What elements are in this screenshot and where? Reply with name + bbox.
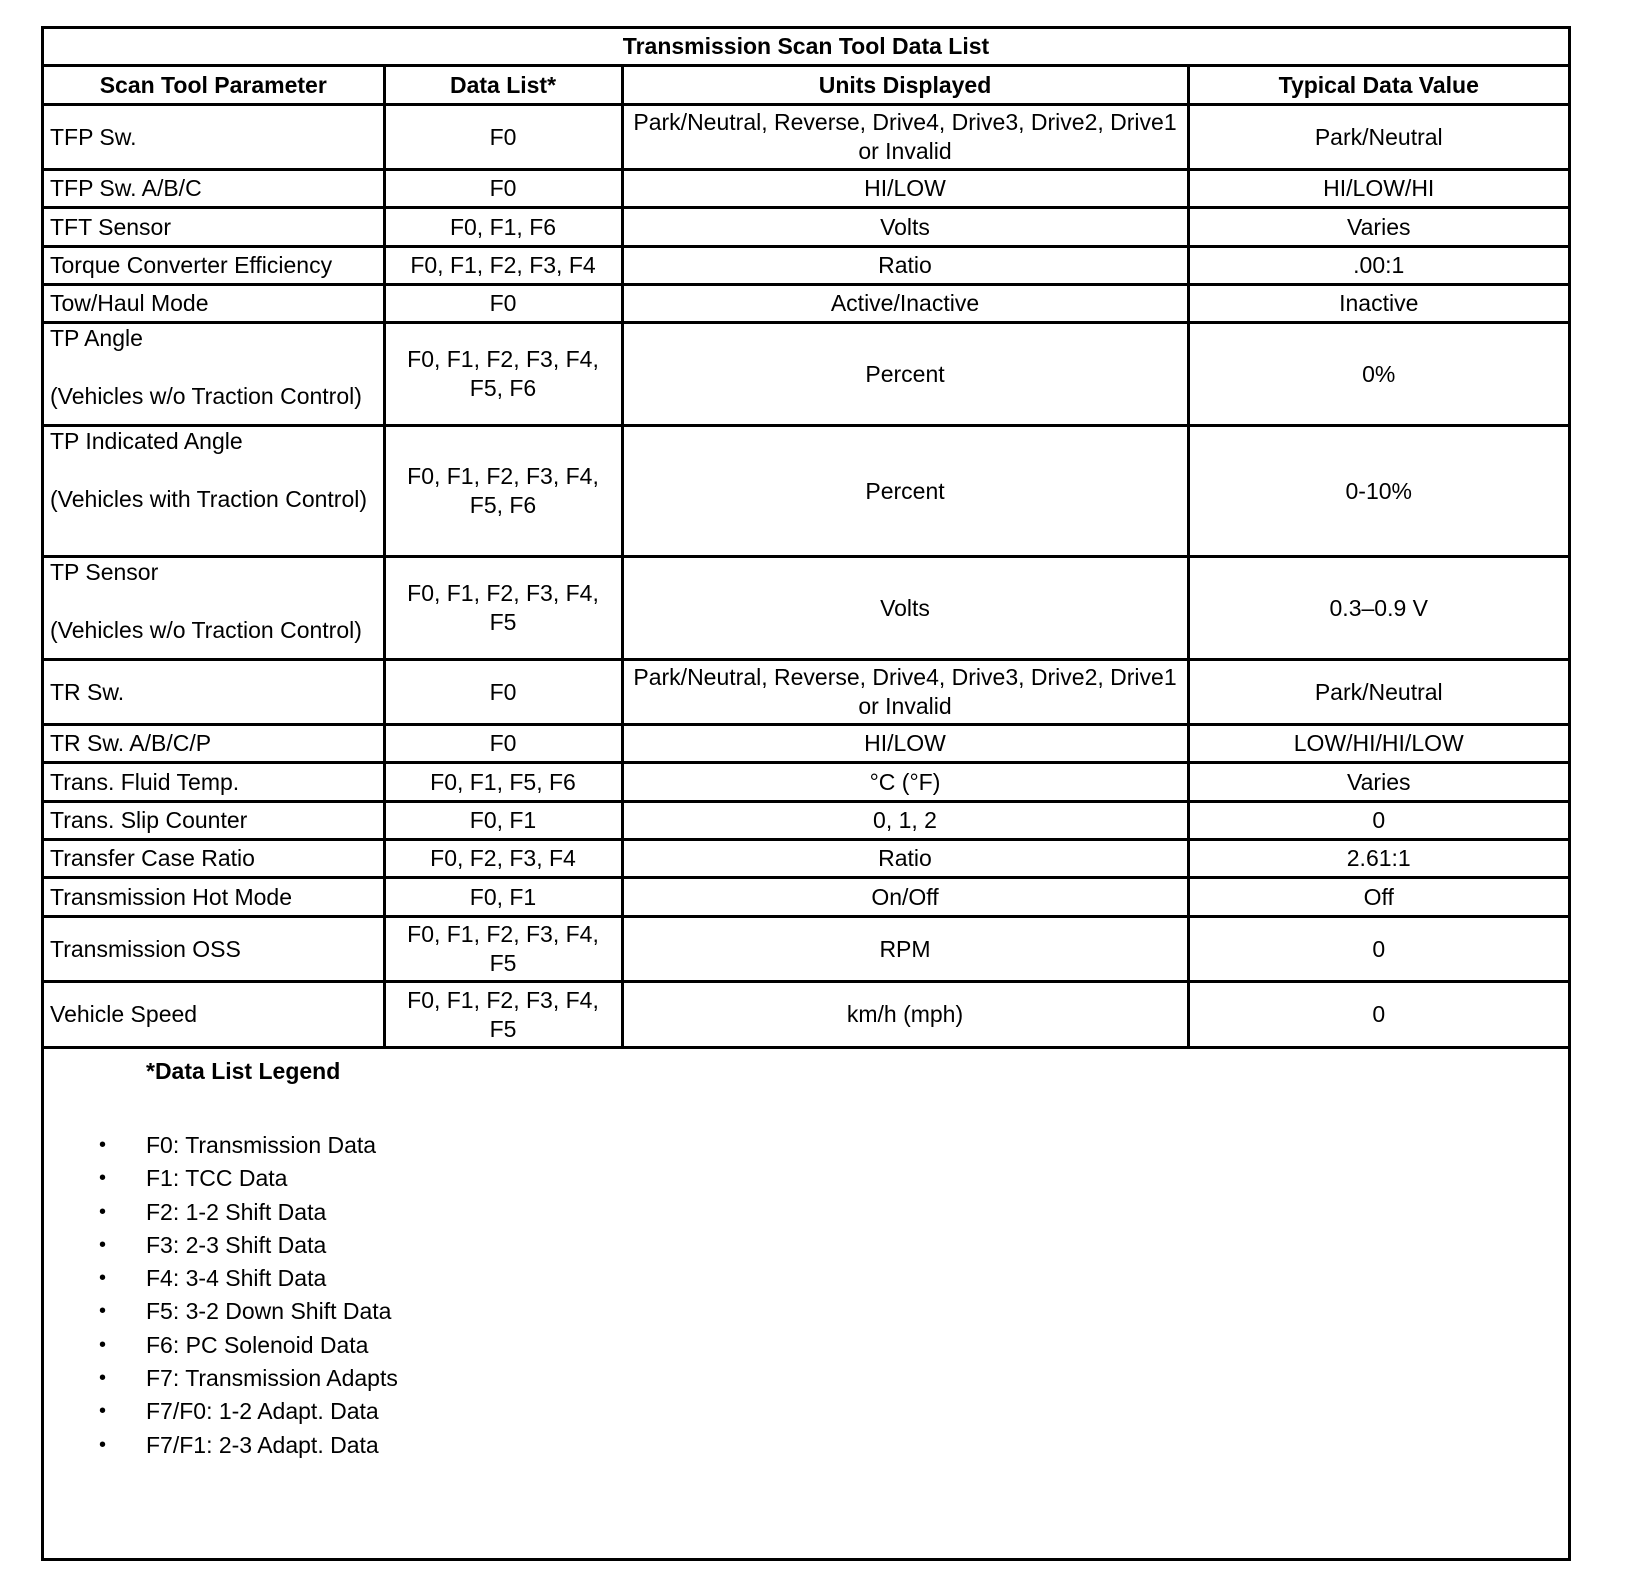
cell-parameter [44, 557, 384, 660]
legend-item-text: F7/F0: 1-2 Adapt. Data [146, 1398, 379, 1425]
cell-units-displayed: RPM [622, 917, 1188, 982]
table-row [44, 763, 1568, 802]
cell-parameter [44, 323, 384, 426]
cell-units-displayed: Volts [622, 208, 1188, 247]
cell-typical-value: 0 [1188, 917, 1568, 982]
legend-title: *Data List Legend [146, 1058, 341, 1084]
cell-typical-value: 2.61:1 [1188, 840, 1568, 878]
bullet-icon: • [99, 1267, 107, 1290]
legend-item-text: F4: 3-4 Shift Data [146, 1265, 327, 1292]
table-row [44, 323, 1568, 426]
data-list-legend [44, 1049, 1568, 1497]
cell-typical-value: Varies [1188, 763, 1568, 802]
cell-typical-value: Varies [1188, 208, 1568, 247]
cell-parameter [44, 763, 384, 802]
cell-data-list: F0, F1, F2, F3, F4, F5 [384, 982, 622, 1048]
legend-item-text: F5: 3-2 Down Shift Data [146, 1298, 392, 1325]
parameter-note: (Vehicles with Traction Control) [50, 486, 368, 512]
cell-typical-value: Off [1188, 878, 1568, 917]
table-row [44, 660, 1568, 725]
legend-item [44, 1429, 1568, 1462]
cell-data-list: F0, F1, F2, F3, F4, F5 [384, 917, 622, 982]
table-title: Transmission Scan Tool Data List [44, 29, 1568, 66]
cell-parameter [44, 208, 384, 247]
cell-parameter [44, 426, 384, 557]
cell-units-displayed: Active/Inactive [622, 285, 1188, 323]
cell-data-list: F0, F1, F2, F3, F4, F5 [384, 557, 622, 660]
parameter-name: Transmission Hot Mode [50, 883, 293, 910]
parameter-name: TR Sw. [50, 678, 125, 705]
cell-typical-value: Park/Neutral [1188, 105, 1568, 170]
table-row [44, 878, 1568, 917]
table-row [44, 725, 1568, 763]
parameter-note: (Vehicles w/o Traction Control) [50, 383, 362, 409]
parameter-name: Transmission OSS [50, 935, 241, 962]
parameter-spacer [50, 587, 377, 616]
cell-typical-value: 0 [1188, 802, 1568, 840]
bullet-icon: • [99, 1400, 107, 1423]
table-row [44, 208, 1568, 247]
cell-units-displayed: Park/Neutral, Reverse, Drive4, Drive3, Drive2, Drive1 or Invalid [622, 105, 1188, 170]
parameter-name: TP Angle [50, 325, 143, 351]
cell-units-displayed: HI/LOW [622, 725, 1188, 763]
legend-item-text: F2: 1-2 Shift Data [146, 1198, 327, 1225]
cell-data-list: F0, F2, F3, F4 [384, 840, 622, 878]
bullet-icon: • [99, 1367, 107, 1390]
parameter-name: Trans. Slip Counter [50, 807, 248, 833]
cell-typical-value: LOW/HI/HI/LOW [1188, 725, 1568, 763]
parameter-spacer [50, 456, 377, 485]
legend-item [44, 1129, 1568, 1162]
table-row [44, 982, 1568, 1048]
cell-data-list: F0 [384, 170, 622, 208]
legend-item [44, 1262, 1568, 1295]
legend-item [44, 1162, 1568, 1195]
legend-item [44, 1362, 1568, 1395]
cell-units-displayed: Percent [622, 426, 1188, 557]
cell-parameter [44, 170, 384, 208]
cell-parameter [44, 247, 384, 285]
table-row [44, 557, 1568, 660]
legend-item [44, 1395, 1568, 1428]
cell-typical-value: HI/LOW/HI [1188, 170, 1568, 208]
parameter-note: (Vehicles w/o Traction Control) [50, 617, 362, 643]
cell-parameter [44, 660, 384, 725]
cell-typical-value: Inactive [1188, 285, 1568, 323]
header-scan-tool-parameter: Scan Tool Parameter [44, 66, 384, 105]
parameter-name: TR Sw. A/B/C/P [50, 730, 212, 756]
cell-typical-value: .00:1 [1188, 247, 1568, 285]
cell-data-list: F0, F1, F2, F3, F4, F5, F6 [384, 426, 622, 557]
legend-item-text: F6: PC Solenoid Data [146, 1331, 369, 1358]
cell-typical-value: 0 [1188, 982, 1568, 1048]
bullet-icon: • [99, 1233, 107, 1256]
bullet-icon: • [99, 1200, 107, 1223]
scan-tool-data-table [44, 29, 1568, 1049]
scan-tool-data-document [41, 26, 1571, 1561]
table-row [44, 170, 1568, 208]
bullet-icon: • [99, 1300, 107, 1323]
legend-item-text: F3: 2-3 Shift Data [146, 1231, 327, 1258]
header-units-displayed: Units Displayed [622, 66, 1188, 105]
parameter-name: Vehicle Speed [50, 1001, 198, 1027]
cell-units-displayed: Ratio [622, 247, 1188, 285]
parameter-name: Torque Converter Efficiency [50, 252, 333, 278]
cell-typical-value: 0.3–0.9 V [1188, 557, 1568, 660]
legend-item [44, 1295, 1568, 1328]
parameter-name: TP Sensor [50, 559, 159, 585]
cell-parameter [44, 802, 384, 840]
legend-item-text: F1: TCC Data [146, 1165, 288, 1192]
cell-typical-value: 0% [1188, 323, 1568, 426]
cell-units-displayed: Ratio [622, 840, 1188, 878]
cell-typical-value: Park/Neutral [1188, 660, 1568, 725]
parameter-name: Tow/Haul Mode [50, 290, 209, 316]
cell-units-displayed: 0, 1, 2 [622, 802, 1188, 840]
table-row [44, 285, 1568, 323]
cell-data-list: F0 [384, 725, 622, 763]
legend-list [44, 1129, 1568, 1462]
table-row [44, 840, 1568, 878]
bullet-icon: • [99, 1333, 107, 1356]
legend-item-text: F0: Transmission Data [146, 1132, 377, 1158]
table-row [44, 917, 1568, 982]
table-row [44, 426, 1568, 557]
cell-parameter [44, 105, 384, 170]
cell-parameter [44, 285, 384, 323]
legend-item-text: F7: Transmission Adapts [146, 1365, 398, 1392]
cell-units-displayed: °C (°F) [622, 763, 1188, 802]
legend-item-text: F7/F1: 2-3 Adapt. Data [146, 1431, 379, 1458]
bullet-icon: • [99, 1134, 107, 1156]
cell-data-list: F0 [384, 105, 622, 170]
table-row [44, 247, 1568, 285]
header-typical-data-value: Typical Data Value [1188, 66, 1568, 105]
cell-data-list: F0 [384, 660, 622, 725]
parameter-spacer [50, 353, 377, 382]
bullet-icon: • [99, 1433, 107, 1456]
parameter-name: TFP Sw. [50, 123, 137, 150]
cell-units-displayed: Volts [622, 557, 1188, 660]
table-row [44, 802, 1568, 840]
table-body [44, 105, 1568, 1048]
cell-parameter [44, 878, 384, 917]
cell-data-list: F0, F1, F2, F3, F4 [384, 247, 622, 285]
legend-item [44, 1229, 1568, 1262]
header-data-list: Data List* [384, 66, 622, 105]
parameter-name: TFT Sensor [50, 213, 171, 240]
cell-units-displayed: Park/Neutral, Reverse, Drive4, Drive3, Drive2, Drive1 or Invalid [622, 660, 1188, 725]
cell-parameter [44, 982, 384, 1048]
legend-item [44, 1196, 1568, 1229]
cell-units-displayed: km/h (mph) [622, 982, 1188, 1048]
legend-item [44, 1329, 1568, 1362]
cell-data-list: F0, F1, F6 [384, 208, 622, 247]
cell-units-displayed: Percent [622, 323, 1188, 426]
cell-units-displayed: On/Off [622, 878, 1188, 917]
table-row [44, 105, 1568, 170]
cell-parameter [44, 725, 384, 763]
cell-data-list: F0, F1, F5, F6 [384, 763, 622, 802]
cell-parameter [44, 840, 384, 878]
cell-data-list: F0, F1, F2, F3, F4, F5, F6 [384, 323, 622, 426]
parameter-name: Transfer Case Ratio [50, 845, 255, 871]
parameter-name: TFP Sw. A/B/C [50, 175, 202, 201]
cell-units-displayed: HI/LOW [622, 170, 1188, 208]
cell-parameter [44, 917, 384, 982]
bullet-icon: • [99, 1167, 107, 1190]
cell-data-list: F0, F1 [384, 878, 622, 917]
cell-data-list: F0 [384, 285, 622, 323]
parameter-name: TP Indicated Angle [50, 428, 243, 454]
parameter-name: Trans. Fluid Temp. [50, 768, 240, 795]
cell-typical-value: 0-10% [1188, 426, 1568, 557]
cell-data-list: F0, F1 [384, 802, 622, 840]
